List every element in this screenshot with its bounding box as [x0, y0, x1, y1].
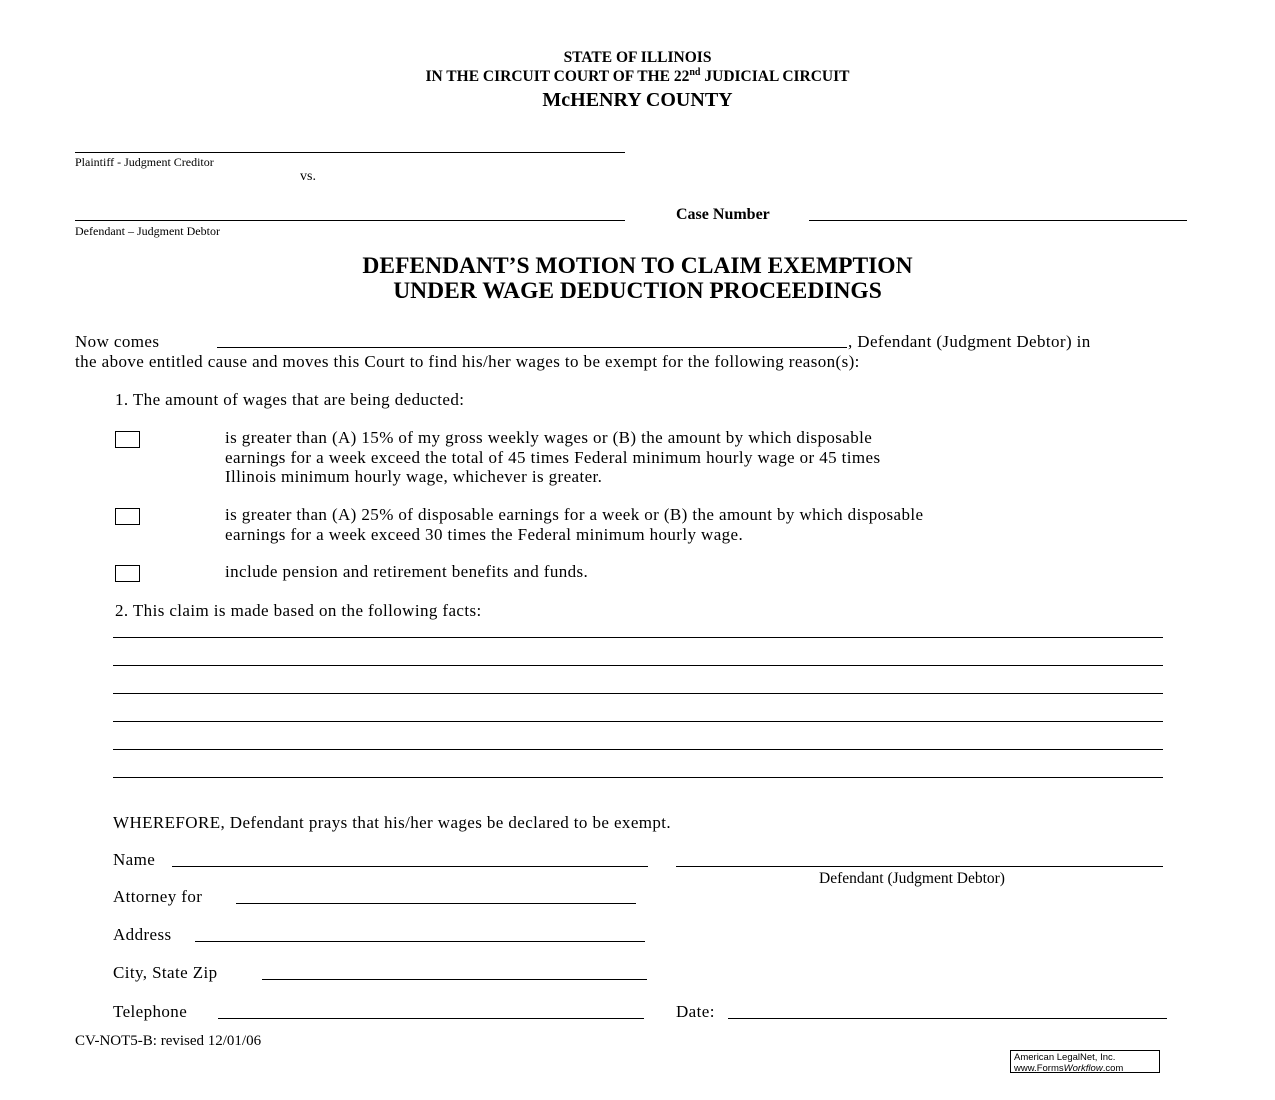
facts-line[interactable] — [113, 637, 1163, 638]
option1-checkbox[interactable] — [115, 431, 140, 448]
defendant-label: Defendant – Judgment Debtor — [75, 224, 220, 238]
court-heading — [0, 67, 1275, 86]
facts-line[interactable] — [113, 721, 1163, 722]
name-label: Name — [113, 850, 156, 869]
now-comes-label: Now comes — [75, 332, 160, 351]
wherefore-text: WHEREFORE, Defendant prays that his/her wages be declared to be exempt. — [113, 813, 672, 832]
form-id: CV-NOT5-B: revised 12/01/06 — [75, 1033, 262, 1049]
address-field[interactable] — [195, 941, 645, 942]
option1-text — [225, 428, 881, 487]
title-line1: DEFENDANT’S MOTION TO CLAIM EXEMPTION — [362, 253, 913, 279]
facts-line[interactable] — [113, 749, 1163, 750]
defendant-signature-caption: Defendant (Judgment Debtor) — [819, 870, 1005, 887]
option1-line: earnings for a week exceed the total of 45 times Federal minimum hourly wage or 45 times — [225, 447, 881, 467]
city-state-zip-field[interactable] — [262, 979, 647, 980]
defendant-name-field[interactable] — [217, 347, 847, 348]
case-number-label: Case Number — [676, 206, 770, 223]
date-label: Date: — [676, 1002, 715, 1021]
facts-line[interactable] — [113, 693, 1163, 694]
item1-heading: 1. The amount of wages that are being deducted: — [115, 390, 465, 409]
option3-text: include pension and retirement benefits and funds. — [225, 562, 589, 581]
title-line2: UNDER WAGE DEDUCTION PROCEEDINGS — [393, 278, 882, 304]
logo-workflow: Workflow — [1063, 1063, 1103, 1074]
attorney-for-field[interactable] — [236, 903, 636, 904]
name-field[interactable] — [172, 866, 648, 867]
option1-line: is greater than (A) 15% of my gross weekly wages or (B) the amount by which disposable — [225, 428, 873, 447]
court-sup: nd — [689, 67, 701, 78]
logo-www: www.Forms — [1014, 1063, 1064, 1074]
county-heading: McHENRY COUNTY — [542, 89, 733, 111]
case-number-field[interactable] — [809, 220, 1187, 221]
attorney-for-label: Attorney for — [113, 887, 203, 906]
city-state-zip-label: City, State Zip — [113, 963, 218, 982]
defendant-signature-field[interactable] — [676, 866, 1163, 867]
option2-checkbox[interactable] — [115, 508, 140, 525]
telephone-field[interactable] — [218, 1018, 644, 1019]
option2-text — [225, 505, 923, 544]
plaintiff-field[interactable] — [75, 152, 625, 153]
court-suffix: JUDICIAL CIRCUIT — [700, 68, 850, 86]
logo-line1: American LegalNet, Inc. — [1014, 1052, 1116, 1063]
logo-line2 — [1014, 1063, 1156, 1074]
date-field[interactable] — [728, 1018, 1167, 1019]
facts-line[interactable] — [113, 777, 1163, 778]
vs-label: vs. — [300, 169, 316, 184]
state-heading: STATE OF ILLINOIS — [563, 49, 712, 66]
intro-after-blank: , Defendant (Judgment Debtor) in — [848, 332, 1091, 351]
court-prefix: IN THE CIRCUIT COURT OF THE 22 — [425, 68, 690, 86]
option3-checkbox[interactable] — [115, 565, 140, 582]
facts-line[interactable] — [113, 665, 1163, 666]
option1-line: Illinois minimum hourly wage, whichever is greater. — [225, 467, 603, 486]
american-legalnet-logo — [1010, 1050, 1160, 1073]
defendant-field[interactable] — [75, 220, 625, 221]
address-label: Address — [113, 925, 172, 944]
logo-com: .com — [1102, 1063, 1124, 1074]
plaintiff-label: Plaintiff - Judgment Creditor — [75, 155, 214, 169]
option2-line: is greater than (A) 25% of disposable earnings for a week or (B) the amount by which disposable — [225, 505, 924, 524]
option2-line: earnings for a week exceed 30 times the Federal minimum hourly wage. — [225, 524, 744, 544]
intro-line2: the above entitled cause and moves this Court to find his/her wages to be exempt for the following reason(s): — [75, 352, 860, 371]
telephone-label: Telephone — [113, 1002, 188, 1021]
item2-heading: 2. This claim is made based on the following facts: — [115, 601, 482, 620]
